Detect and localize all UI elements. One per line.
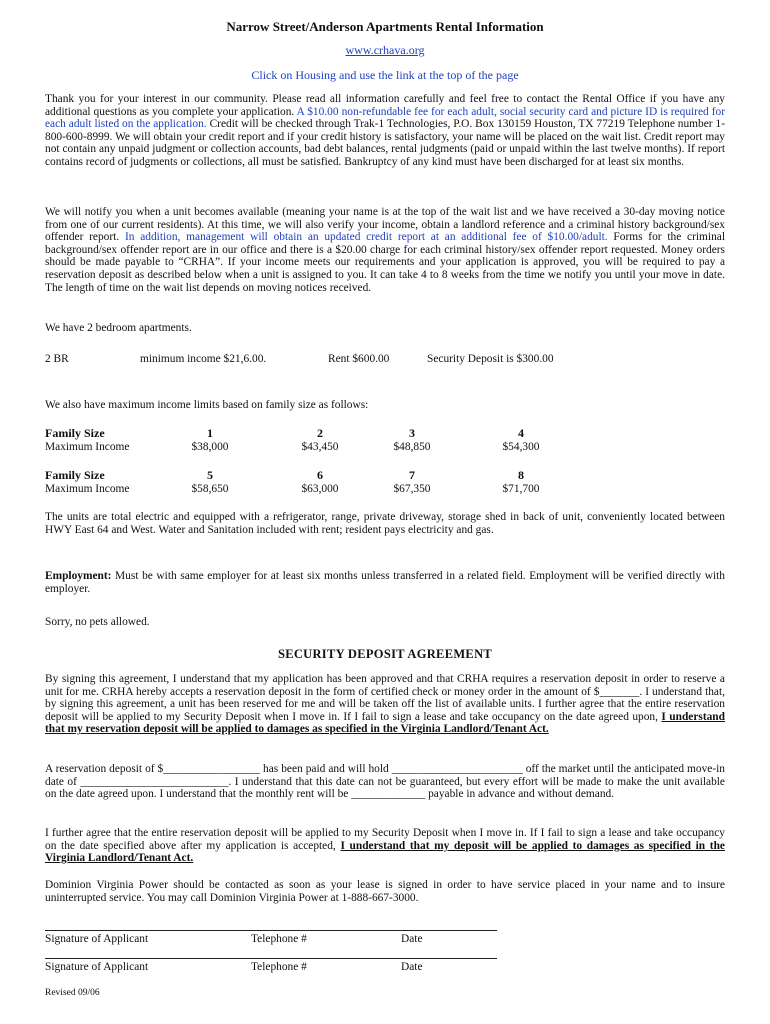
- max-income-value: $43,450: [301, 441, 339, 453]
- credit-fee-notice: In addition, management will obtain an updated credit report at an additional fee of $10.00/adult.: [124, 231, 608, 244]
- rent: Rent $600.00: [328, 353, 390, 365]
- employment-text: Must be with same employer for at least six months unless transferred in a related field. Employment will be verified directly with employer.: [45, 570, 725, 595]
- employment-requirement: [45, 570, 725, 595]
- signature-label: Signature of Applicant: [45, 933, 149, 945]
- website-instruction: Click on Housing and use the link at the top of the page: [251, 68, 519, 82]
- max-income-value: $58,650: [191, 483, 229, 495]
- max-income-value: $54,300: [502, 441, 540, 453]
- family-size-value: 8: [518, 468, 524, 482]
- family-size-value: 4: [518, 426, 524, 440]
- telephone-label: Telephone #: [251, 933, 307, 945]
- units-intro: We have 2 bedroom apartments.: [45, 322, 192, 334]
- max-income-value: $67,350: [393, 483, 431, 495]
- agreement-p3-text: I further agree that the entire reservation deposit will be applied to my Security Deposit when I move in. If I fail to sign a lease and take occupancy on the date specified above after my application is accepted,: [45, 827, 725, 852]
- max-income-value: $63,000: [301, 483, 339, 495]
- income-table-group-1: [45, 426, 725, 456]
- intro-p2-text-end: Forms for the criminal background/sex offender report are in our office and there is a $20.00 charge for each criminal history/sex offender report requested. Money orders should be made payable to “CRHA”. If your income meets our requirements and your application is approved, you will be required to pay a reservation deposit as described below when a unit is assigned to you. It can take 4 to 8 weeks from the time we notify you until your move in date. The length of time on the wait list depends on moving notices received.: [45, 231, 725, 294]
- family-size-value: 7: [409, 468, 415, 482]
- family-size-value: 2: [317, 426, 323, 440]
- agreement-p1-warning: I understand that my reservation deposit will be applied to damages as specified in the Virginia Landlord/Tenant Act.: [45, 710, 725, 736]
- agreement-heading: SECURITY DEPOSIT AGREEMENT: [277, 647, 493, 661]
- intro-paragraph-2: [45, 206, 725, 294]
- intro-paragraph-1: [45, 93, 725, 169]
- signature-label: Signature of Applicant: [45, 961, 149, 973]
- website-link[interactable]: www.crhava.org: [345, 43, 425, 57]
- unit-type: 2 BR: [45, 353, 69, 365]
- income-limits-intro: We also have maximum income limits based on family size as follows:: [45, 399, 369, 411]
- agreement-p1-text: By signing this agreement, I understand that my application has been approved and that CRHA requires a reservation deposit in order to reserve a unit for me. CRHA hereby accepts a reservation deposit in the form of certified check or money order in the amount of $_______. I understand that, by signing this agreement, a unit has been reserved for me and will be taken off the list of available units. I further agree that the entire reservation deposit will be applied to my Security Deposit when I move in. If I fail to sign a lease and take occupancy on the date agreed upon,: [45, 673, 725, 723]
- agreement-paragraph-1: [45, 673, 725, 736]
- unit-features: The units are total electric and equipped with a refrigerator, range, private driveway, storage shed in back of unit, conveniently located between HWY East 64 and West. Water and Sanitation included with rent; resident pays electricity and gas.: [45, 511, 725, 536]
- max-income-row: [45, 483, 725, 498]
- signature-line[interactable]: [45, 958, 497, 959]
- revision-note: Revised 09/06: [45, 988, 100, 998]
- family-size-label: Family Size: [45, 468, 105, 482]
- pet-policy: Sorry, no pets allowed.: [45, 616, 150, 628]
- income-table-group-2: [45, 468, 725, 498]
- family-size-value: 3: [409, 426, 415, 440]
- max-income-label: Maximum Income: [45, 441, 130, 453]
- security-deposit: Security Deposit is $300.00: [427, 353, 554, 365]
- agreement-paragraph-2: A reservation deposit of $_________________ has been paid and will hold _______________________ off the market until the anticipated move-in date of __________________________. I understand that this date can not be guaranteed, but every effort will be made to make the unit available on the date agreed upon. I understand that the monthly rent will be _____________ payable in advance and without demand.: [45, 763, 725, 801]
- intro-p2-text: We will notify you when a unit becomes available (meaning your name is at the top of the wait list and we have received a 30-day moving notice from one of our current residents). At this time, we will also verify your income, obtain a landlord reference and a criminal history background/sex offender report.: [45, 206, 725, 244]
- fee-notice: A $10.00 non-refundable fee for each adult, social security card and picture ID is required for each adult listed on the application.: [45, 105, 726, 131]
- min-income: minimum income $21,6.00.: [140, 353, 267, 365]
- family-size-value: 5: [207, 468, 213, 482]
- max-income-label: Maximum Income: [45, 483, 130, 495]
- employment-label: Employment:: [45, 570, 112, 582]
- max-income-value: $71,700: [502, 483, 540, 495]
- family-size-row: [45, 468, 725, 483]
- agreement-paragraph-3: [45, 827, 725, 865]
- max-income-value: $38,000: [191, 441, 229, 453]
- family-size-label: Family Size: [45, 426, 105, 440]
- document-title: Narrow Street/Anderson Apartments Rental Information: [226, 19, 544, 34]
- unit-pricing-row: [45, 353, 725, 365]
- family-size-value: 6: [317, 468, 323, 482]
- date-label: Date: [401, 961, 423, 973]
- intro-p1-text-end: Credit will be checked through Trak-1 Technologies, P.O. Box 130159 Houston, TX 77219 Telephone number 1-800-600-8999. We will obtain your credit report and if your credit history is satisfactory, your name will be placed on the wait list. Credit report may not contain any unpaid judgment or collection accounts, bad debt balances, rental judgments (paid or unpaid within the last twelve months). If report contains record of judgments or collections, all must be satisfied. Bankruptcy of any kind must have been discharged for at least six months.: [45, 118, 725, 168]
- agreement-p3-warning: I understand that my deposit will be applied to damages as specified in the Virginia Landlord/Tenant Act.: [45, 839, 725, 865]
- intro-p1-text: Thank you for your interest in our community. Please read all information carefully and feel free to contact the Rental Office if you have any additional questions as you complete your application.: [45, 93, 725, 118]
- telephone-label: Telephone #: [251, 961, 307, 973]
- max-income-value: $48,850: [393, 441, 431, 453]
- max-income-row: [45, 441, 725, 456]
- date-label: Date: [401, 933, 423, 945]
- family-size-value: 1: [207, 426, 213, 440]
- signature-line[interactable]: [45, 930, 497, 931]
- power-company-notice: Dominion Virginia Power should be contacted as soon as your lease is signed in order to have service placed in your name and to insure uninterrupted service. You may call Dominion Virginia Power at 1-888-667-3000.: [45, 879, 725, 904]
- family-size-row: [45, 426, 725, 441]
